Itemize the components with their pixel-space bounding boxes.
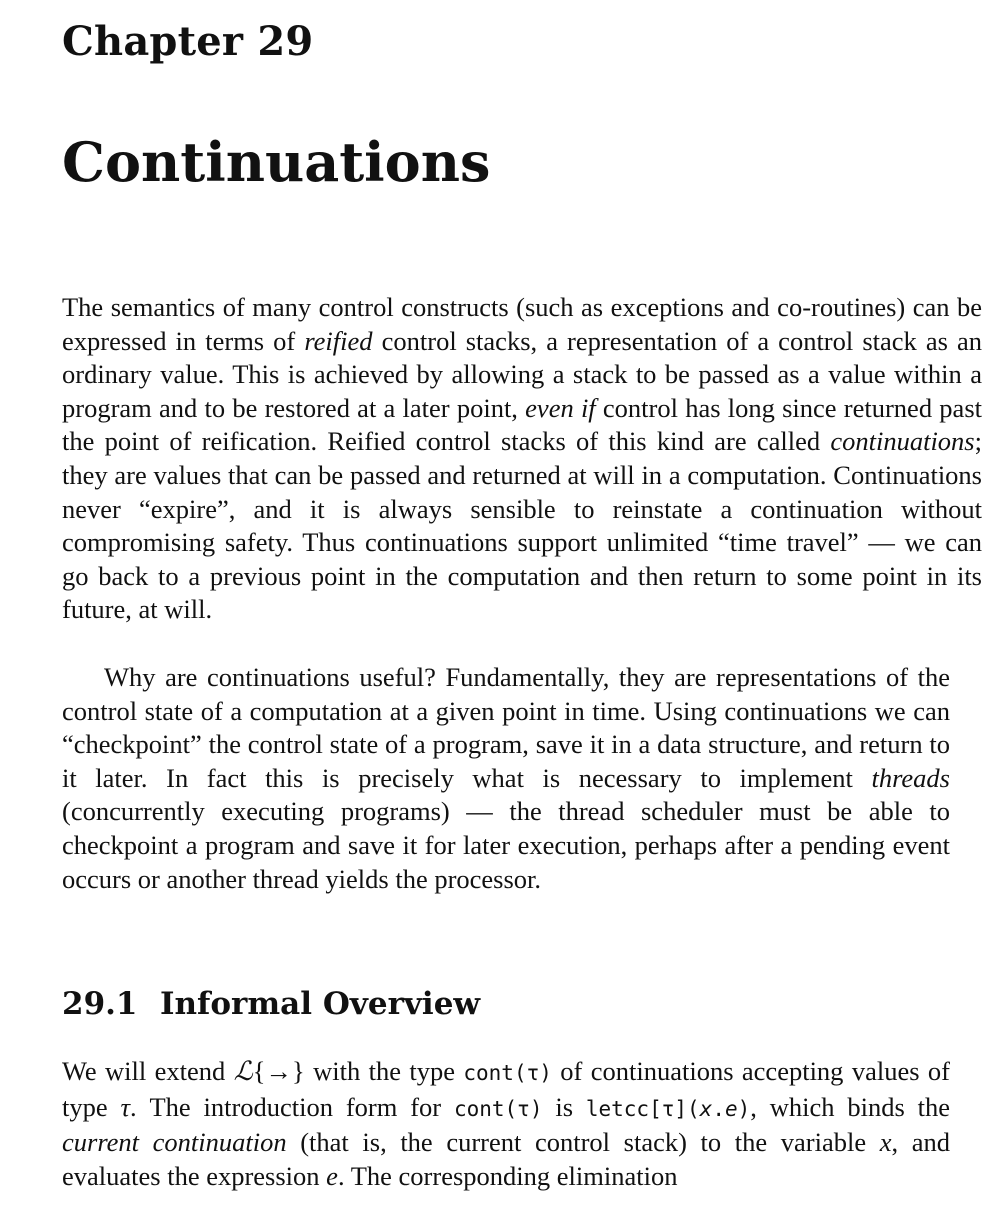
emphasis-even-if: even if: [525, 392, 596, 423]
section-heading: [62, 982, 480, 1026]
section-title: Informal Overview: [160, 986, 481, 1022]
code-letcc: [586, 1097, 750, 1121]
math-e: e: [326, 1160, 338, 1191]
emphasis-threads: threads: [871, 762, 950, 793]
emphasis-reified: reified: [304, 325, 373, 356]
math-x: x: [879, 1127, 892, 1158]
chapter-title: Continuations: [62, 130, 491, 194]
text-run: We will extend: [62, 1056, 234, 1086]
text-run: . The introduction form for: [129, 1091, 454, 1122]
overview-paragraph: [62, 1055, 950, 1193]
code-letcc-close: ): [737, 1096, 751, 1121]
intro-paragraph-1: [62, 291, 982, 627]
code-letcc-head: letcc[τ](: [585, 1096, 700, 1121]
text-run: of continuations accepting values of type: [62, 1056, 950, 1122]
text-run: , which binds the: [750, 1091, 950, 1122]
math-e: e: [724, 1096, 738, 1121]
text-run: , and evaluates the expression: [62, 1127, 950, 1191]
text-run: with the type: [304, 1056, 464, 1086]
language-symbol: ℒ: [233, 1056, 253, 1087]
text-run: control stacks, a representation of a control stack as an ordinary value. This is achieved by allowing a stack to be passed as a value within a program and to be restored at a later point,: [62, 325, 982, 423]
text-run: ; they are values that can be passed and returned at will in a computation. Continuations never “expire”, and it is always sensible to reinstate a continuation without compromising safety. Thus continuations support unlimited “time travel” — we can go back to a previous point in the computation and then return to some point in its future, at will.: [62, 426, 982, 625]
math-tau: τ: [120, 1091, 130, 1122]
text-run: The semantics of many control constructs (such as exceptions and co-routines) can be expressed in terms of: [62, 292, 982, 356]
text-run: Why are continuations useful? Fundamentally, they are representations of the control state of a computation at a given point in time. Using continuations we can “checkpoint” the control state of a program, save it in a data structure, and return to it later. In fact this is precisely what is necessary to implement: [62, 662, 950, 793]
code-cont-type: cont(τ): [453, 1096, 543, 1121]
text-run: control has long since returned past the point of reification. Reified control stacks of this kind are called: [62, 392, 982, 457]
emphasis-current-continuation: current continuation: [62, 1127, 287, 1158]
text-run: (concurrently executing programs) — the thread scheduler must be able to checkpoint a program and save it for later execution, perhaps after a pending event occurs or another thread yields the processor.: [62, 796, 950, 894]
text-run: is: [542, 1091, 586, 1122]
math-x: x: [699, 1096, 713, 1121]
section-number: 29.1: [62, 986, 138, 1022]
code-dot: .: [712, 1096, 725, 1121]
language-arrow: {→}: [252, 1056, 305, 1086]
text-run: . The corresponding elimination: [337, 1160, 678, 1191]
text-run: (that is, the current control stack) to the variable: [286, 1127, 880, 1158]
emphasis-continuations: continuations: [830, 426, 975, 457]
code-cont-type: cont(τ): [463, 1061, 552, 1085]
chapter-label: Chapter 29: [62, 18, 314, 65]
intro-paragraph-2: [62, 661, 950, 896]
